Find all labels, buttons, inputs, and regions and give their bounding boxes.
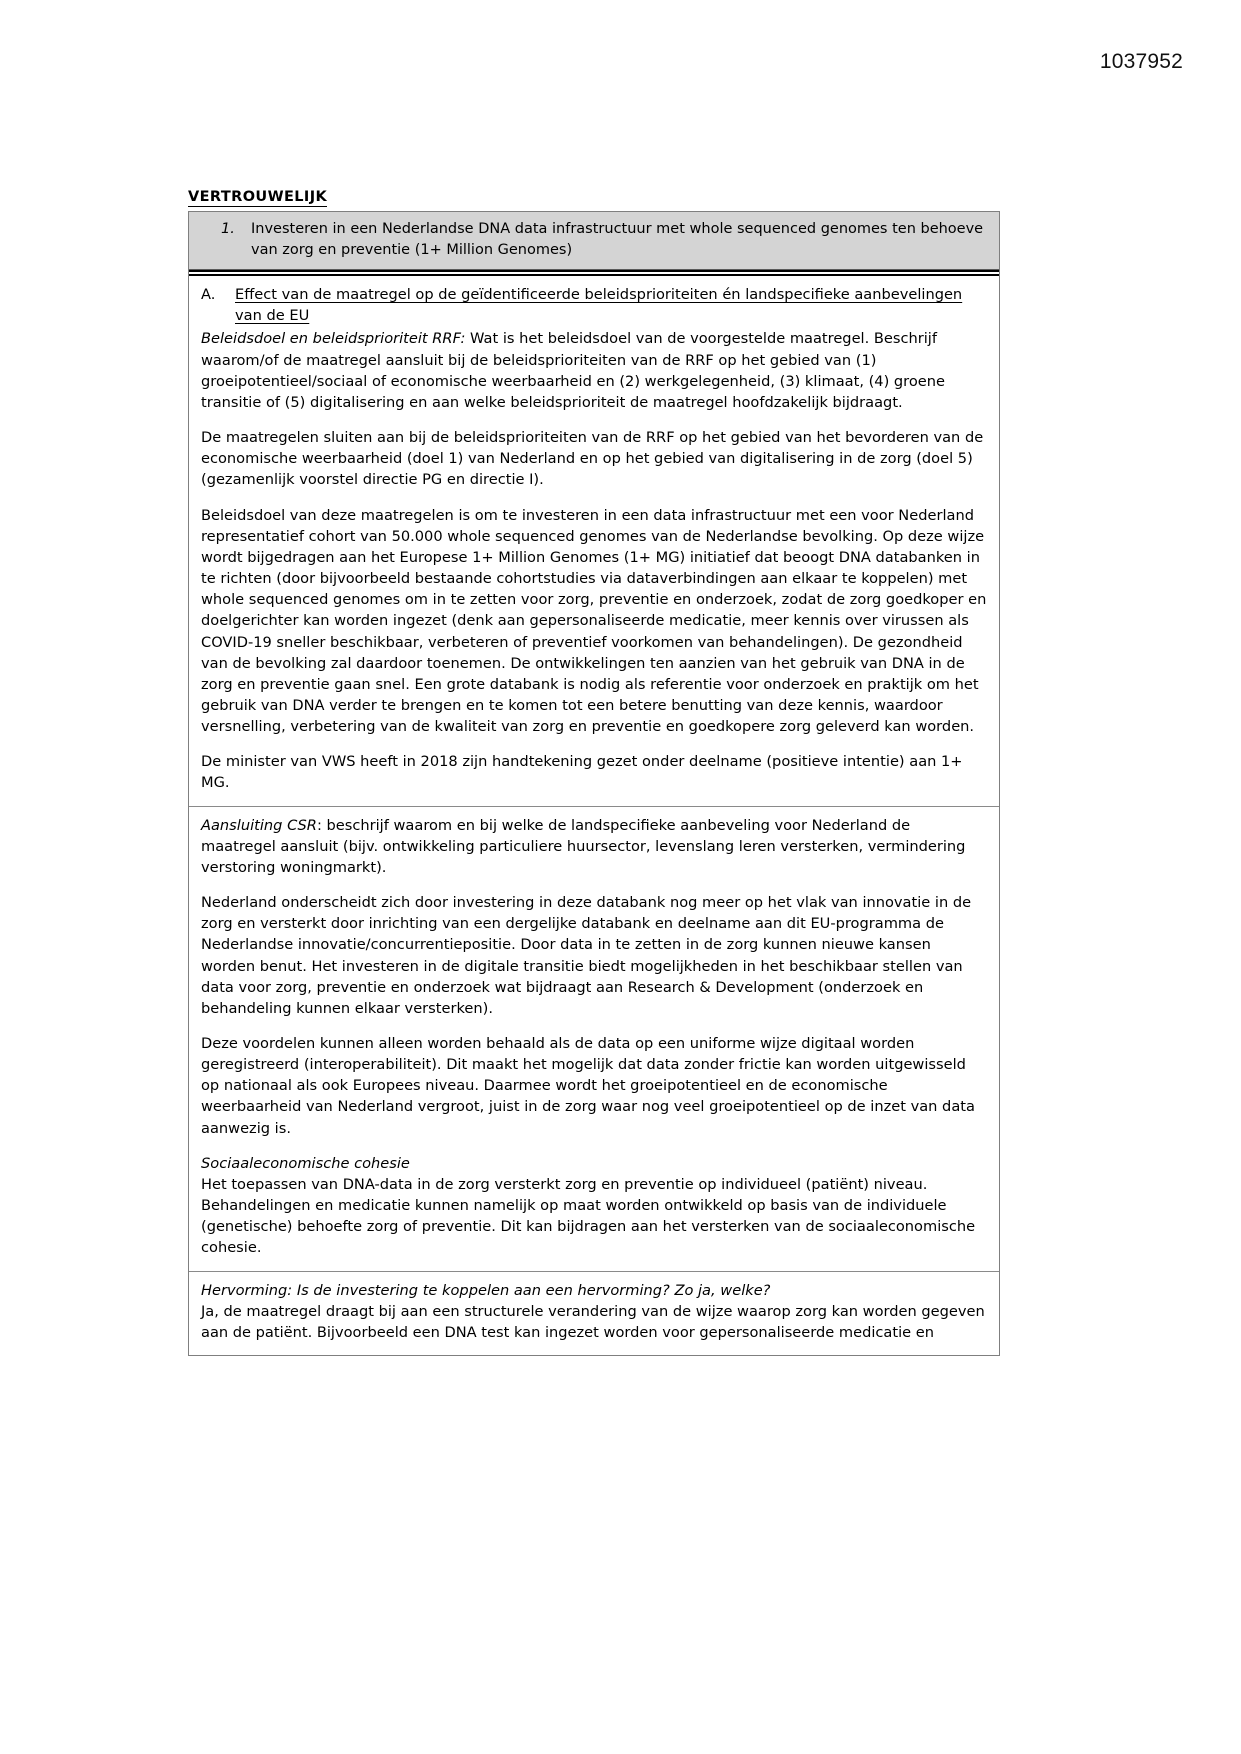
csr-paragraph-1: Nederland onderscheidt zich door investering in deze databank nog meer op het vlak van innovatie in de zorg en versterkt door inrichting van een dergelijke databank en deelname aan dit EU-programma de Nederlandse innovatie/concurrentiepositie. Door data in te zetten in de zorg kunnen nieuwe kansen worden benut. Het investeren in de digitale transitie biedt mogelijkheden in het beschikbaar stellen van data voor zorg, preventie en onderzoek wat bijdraagt aan Research & Development (onderzoek en behandeling kunnen elkaar versterken). — [201, 894, 972, 1017]
measure-title-row — [189, 212, 999, 270]
section-a-paragraph-2: Beleidsdoel van deze maatregelen is om te investeren in een data infrastructuur met een voor Nederland representatief cohort van 50.000 whole sequenced genomes van de Nederlandse bevolking. Op deze wijze wordt bijgedragen aan het Europese 1+ Million Genomes (1+ MG) initiatief dat beoogt DNA databanken in te richten (door bijvoorbeeld bestaande cohortstudies via dataverbindingen aan elkaar te koppelen) met whole sequenced genomes om in te zetten voor zorg, preventie en onderzoek, zodat de zorg goedkoper en doelgerichter kan worden ingezet (denk aan gepersonaliseerde medicatie, meer kennis over virussen als COVID-19 sneller beschikbaar, verbeteren of preventief voorkomen van behandelingen). De gezondheid van de bevolking zal daardoor toenemen. De ontwikkelingen ten aanzien van het gebruik van DNA in de zorg en preventie gaan snel. Een grote databank is nodig als referentie voor onderzoek en praktijk om het gebruik van DNA verder te brengen en te komen tot een betere benutting van deze kennis, waardoor versnelling, verbetering van de kwaliteit van zorg en preventie en goedkopere zorg geleverd kan worden. — [201, 506, 987, 736]
section-a-heading-text: Effect van de maatregel op de geïdentificeerde beleidsprioriteiten én landspecifieke aanbevelingen van de EU — [235, 286, 963, 325]
confidential-label: VERTROUWELIJK — [188, 189, 328, 205]
section-a-heading — [201, 284, 987, 326]
section-csr-cell — [189, 806, 999, 1271]
csr-paragraph-3: Het toepassen van DNA-data in de zorg versterkt zorg en preventie op individueel (patiënt) niveau. Behandelingen en medicatie kunnen namelijk op maat worden ontwikkeld op basis van de individuele (genetische) behoefte zorg of preventie. Dit kan bijdragen aan het versterken van de sociaaleconomische cohesie. — [201, 1175, 976, 1257]
csr-lead-paragraph — [201, 815, 987, 878]
csr-lead-label: Aansluiting CSR — [201, 816, 317, 834]
beleidsdoel-lead-text: Wat is het beleidsdoel van de voorgestelde maatregel. Beschrijf waarom/of de maatregel aansluit bij de beleidsprioriteiten van de RRF op het gebied van (1) groeipotentieel/sociaal of economische weerbaarheid en (2) werkgelegenheid, (3) klimaat, (4) groene transitie of (5) digitalisering en aan welke beleidsprioriteit de maatregel hoofdzakelijk bijdraagt. — [201, 330, 945, 411]
beleidsdoel-lead-label: Beleidsdoel en beleidsprioriteit RRF: — [201, 330, 466, 348]
hervorming-block — [201, 1280, 987, 1343]
section-a-lead-paragraph — [201, 328, 987, 413]
section-hervorming-cell — [189, 1271, 999, 1355]
document-id-stamp: 1037952 — [1099, 50, 1183, 73]
section-a-paragraph-3: De minister van VWS heeft in 2018 zijn handtekening gezet onder deelname (positieve intentie) aan 1+ MG. — [201, 753, 963, 792]
measure-table — [188, 211, 1000, 1356]
section-a-cell — [189, 276, 999, 805]
csr-subheading: Sociaaleconomische cohesie — [201, 1154, 410, 1172]
section-a-letter: A. — [201, 286, 216, 304]
measure-title: Investeren in een Nederlandse DNA data infrastructuur met whole sequenced genomes ten behoeve van zorg en preventie (1+ Million Genomes) — [251, 221, 984, 258]
measure-number: 1. — [221, 221, 235, 237]
section-a-paragraph-1: De maatregelen sluiten aan bij de beleidsprioriteiten van de RRF op het gebied van het bevorderen van de economische weerbaarheid (doel 1) van Nederland en op het gebied van digitalisering in de zorg (doel 5) (gezamenlijk voorstel directie PG en directie I). — [201, 429, 984, 489]
csr-cohesie-block — [201, 1153, 987, 1259]
hervorming-paragraph-1: Ja, de maatregel draagt bij aan een structurele verandering van de wijze waarop zorg kan worden gegeven aan de patiënt. Bijvoorbeeld een DNA test kan ingezet worden voor gepersonaliseerde medicatie en — [201, 1302, 985, 1341]
document-body — [188, 186, 1000, 1356]
hervorming-lead-text: Hervorming: Is de investering te koppelen aan een hervorming? Zo ja, welke? — [201, 1281, 771, 1299]
csr-paragraph-2: Deze voordelen kunnen alleen worden behaald als de data op een uniforme wijze digitaal worden geregistreerd (interoperabiliteit). Dit maakt het mogelijk dat data zonder frictie kan worden uitgewisseld op nationaal als ook Europees niveau. Daarmee wordt het groeipotentieel en de economische weerbaarheid van Nederland vergroot, juist in de zorg waar nog veel groeipotentieel op de inzet van data aanwezig is. — [201, 1035, 975, 1137]
csr-lead-text: : beschrijf waarom en bij welke de landspecifieke aanbeveling voor Nederland de maatregel aansluit (bijv. ontwikkeling particuliere huursector, levenslang leren versterken, vermindering verstoring woningmarkt). — [201, 816, 966, 876]
